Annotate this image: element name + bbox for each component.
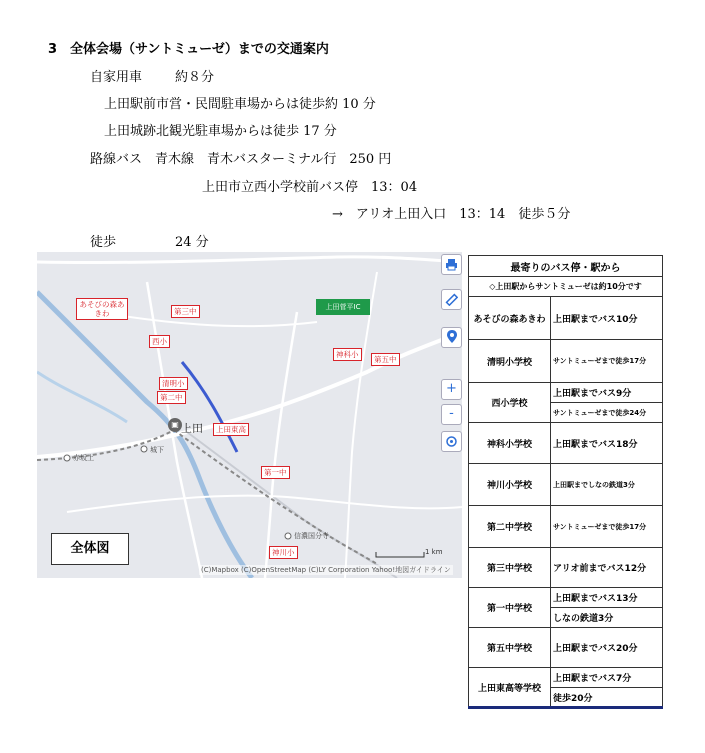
nearest-stop-table — [468, 255, 663, 709]
printer-icon[interactable] — [441, 254, 462, 275]
zoom-out-button[interactable]: - — [441, 404, 462, 425]
crosshair-icon[interactable] — [441, 431, 462, 452]
table-title: 最寄りのバス停・駅から — [469, 256, 663, 277]
table-row-school: 西小学校 — [469, 383, 551, 423]
table-row-route: 上田駅までしなの鉄道3分 — [551, 464, 663, 506]
map-label-daisan: 第三中 — [171, 305, 200, 318]
table-row-school: あそびの森あきわ — [469, 297, 551, 340]
table-row-school: 第二中学校 — [469, 506, 551, 548]
table-row-route: 上田駅までバス7分 — [551, 668, 663, 688]
table-row-route: サントミューゼまで徒歩24分 — [551, 403, 663, 423]
table-row-route: アリオ前までバス12分 — [551, 548, 663, 588]
table-row-route: 上田駅までバス9分 — [551, 383, 663, 403]
table-row-school: 神川小学校 — [469, 464, 551, 506]
table-row-school: 第一中学校 — [469, 588, 551, 628]
map-label-uedahigashi: 上田東高 — [213, 423, 249, 436]
map-label-asobi: あそびの森あきわ — [76, 298, 128, 320]
ic-label: 上田菅平IC — [316, 299, 370, 315]
table-row-route: 徒歩20分 — [551, 688, 663, 708]
walk-label: 徒歩 — [90, 235, 117, 250]
table-row-school: 上田東高等学校 — [469, 668, 551, 708]
table-row-school: 第三中学校 — [469, 548, 551, 588]
table-row-route: 上田駅までバス18分 — [551, 423, 663, 464]
table-subtitle: ◇上田駅からサントミューゼは約10分です — [469, 277, 663, 297]
walk-time: 24 分 — [175, 235, 209, 250]
map-label-seimei: 清明小 — [159, 377, 188, 390]
scale-bar — [375, 552, 425, 558]
table-row-school: 清明小学校 — [469, 340, 551, 383]
place-shiro: 城下 — [150, 446, 164, 454]
map-label-daiichi: 第一中 — [261, 466, 290, 479]
location-pin-icon[interactable] — [441, 327, 462, 348]
station-label: 上田 — [181, 422, 203, 435]
zoom-in-button[interactable]: + — [441, 379, 462, 400]
place-akasaka: 赤坂上 — [73, 454, 94, 462]
section-heading: 3 全体会場（サントミューゼ）までの交通案内 — [48, 42, 329, 57]
map-label-daigo: 第五中 — [371, 353, 400, 366]
map-label-daini: 第二中 — [157, 391, 186, 404]
car-parking-line-2: 上田城跡北観光駐車場からは徒歩 17 分 — [104, 124, 337, 139]
bus-line-3: → アリオ上田入口 13：14 徒歩５分 — [332, 207, 571, 222]
car-parking-line-1: 上田駅前市営・民間駐車場からは徒歩約 10 分 — [104, 97, 376, 112]
map-attribution[interactable]: (C)Mapbox (C)OpenStreetMap (C)LY Corporation Yahoo!地図ガイドライン — [201, 566, 451, 574]
scale-label: 1 km — [425, 548, 443, 556]
bus-line-2: 上田市立西小学校前バス停 13：04 — [202, 180, 418, 195]
table-row-route: 上田駅までバス13分 — [551, 588, 663, 608]
ruler-icon[interactable] — [441, 289, 462, 310]
table-row-route: サントミューゼまで徒歩17分 — [551, 506, 663, 548]
table-row-route: サントミューゼまで徒歩17分 — [551, 340, 663, 383]
place-kokubunji: 信濃国分寺 — [294, 532, 329, 540]
table-row-route: しなの鉄道3分 — [551, 608, 663, 628]
station-icon: ▣ — [168, 418, 182, 432]
table-row-route: 上田駅までバス10分 — [551, 297, 663, 340]
table-row-school: 第五中学校 — [469, 628, 551, 668]
bus-line-1: 路線バス 青木線 青木バスターミナル行 250 円 — [90, 152, 392, 167]
car-label: 自家用車 — [90, 70, 143, 85]
map-label-nishi: 西小 — [149, 335, 170, 348]
car-time: 約８分 — [175, 70, 215, 85]
table-row-route: 上田駅までバス20分 — [551, 628, 663, 668]
map-label-kamikawa: 神川小 — [269, 546, 298, 559]
table-row-school: 神科小学校 — [469, 423, 551, 464]
area-map[interactable] — [37, 252, 462, 578]
overview-label: 全体図 — [51, 533, 129, 565]
map-label-shinka: 神科小 — [333, 348, 362, 361]
